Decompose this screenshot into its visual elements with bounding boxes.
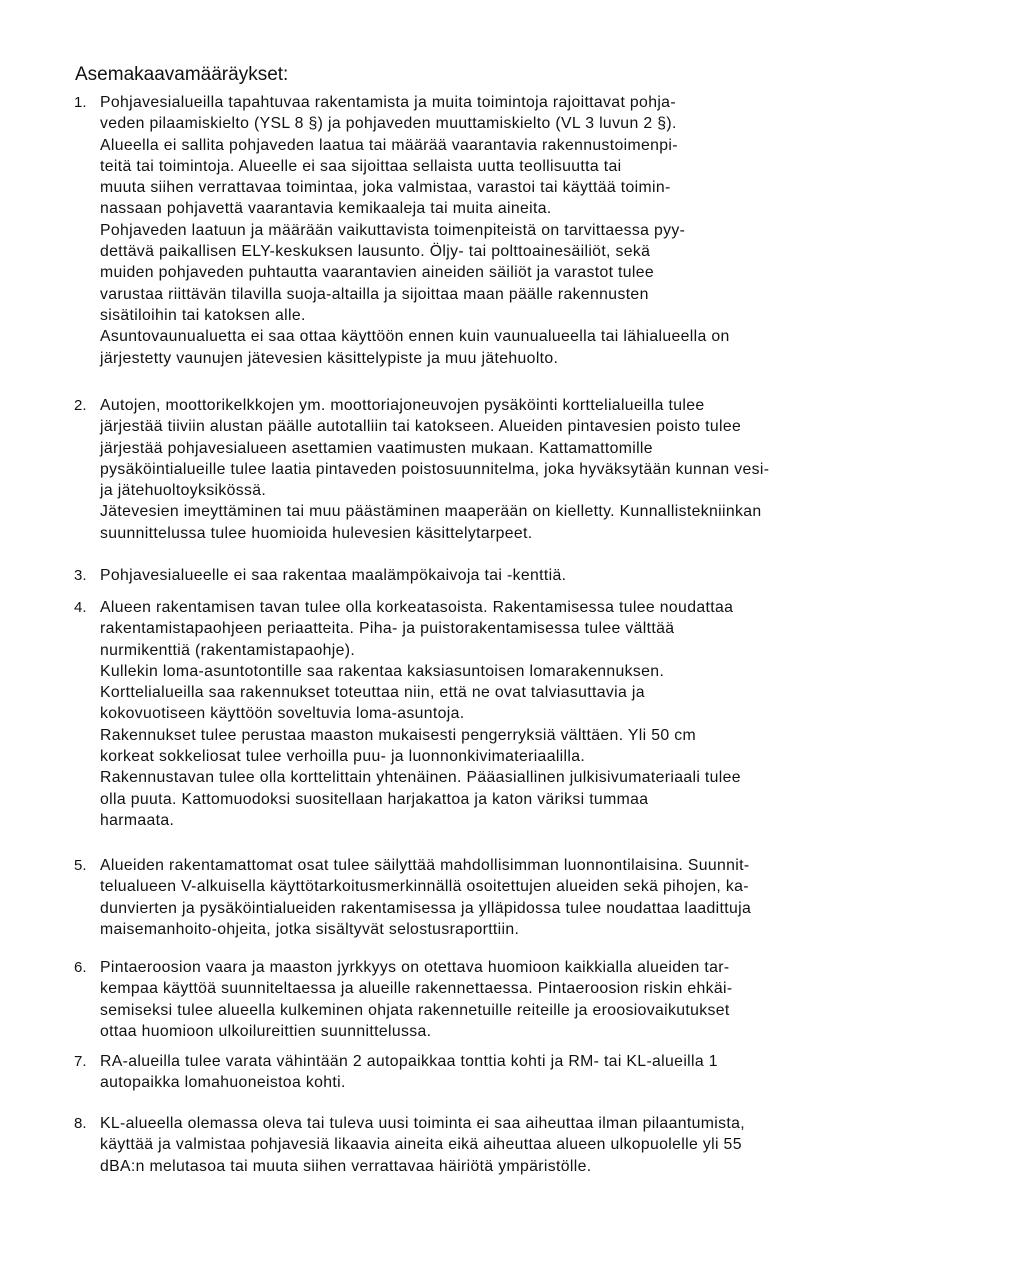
regulation-line: Asuntovaunualuetta ei saa ottaa käyttöön ennen kuin vaunualueella tai lähialueella on: [100, 328, 730, 346]
regulation-line: ja jätehuoltoyksikössä.: [100, 482, 267, 500]
regulation-text: [100, 395, 1000, 544]
regulation-line: dettävä paikallisen ELY-keskuksen lausunto. Öljy- tai polttoainesäiliöt, sekä: [100, 243, 651, 261]
regulation-line: nurmikenttiä (rakentamistapaohje).: [100, 641, 356, 659]
regulation-number: 6.: [74, 959, 87, 976]
regulation-text: [100, 1051, 1000, 1094]
regulation-line: maisemanhoito-ohjeita, jotka sisältyvät selostusraporttiin.: [100, 920, 520, 938]
regulation-line: Rakennukset tulee perustaa maaston mukaisesti pengerryksiä välttäen. Yli 50 cm: [100, 726, 696, 744]
regulation-text: [100, 855, 1000, 940]
regulation-line: rakentamistapaohjeen periaatteita. Piha- ja puistorakentamisessa tulee välttää: [100, 620, 675, 638]
regulation-number: 1.: [74, 94, 87, 111]
regulation-line: järjestetty vaunujen jätevesien käsittelypiste ja muu jätehuolto.: [100, 349, 559, 367]
regulation-text: [100, 597, 1000, 831]
regulation-line: Alueella ei sallita pohjaveden laatua tai määrää vaarantavia rakennustoimenpi-: [100, 136, 678, 154]
regulation-line: korkeat sokkeliosat tulee verhoilla puu- ja luonnonkivimateriaalilla.: [100, 748, 586, 766]
regulation-line: Alueen rakentamisen tavan tulee olla korkeatasoista. Rakentamisessa tulee noudattaa: [100, 599, 734, 616]
regulation-line: kokovuotiseen käyttöön soveltuvia loma-asuntoja.: [100, 705, 465, 723]
regulation-line: Kullekin loma-asuntotontille saa rakentaa kaksiasuntoisen lomarakennuksen.: [100, 662, 665, 680]
regulation-number: 7.: [74, 1053, 87, 1070]
regulation-line: veden pilaamiskielto (YSL 8 §) ja pohjaveden muuttamiskielto (VL 3 luvun 2 §).: [100, 115, 677, 133]
regulation-line: Autojen, moottorikelkkojen ym. moottoriajoneuvojen pysäköinti korttelialueilla tulee: [100, 397, 705, 414]
regulation-number: 5.: [74, 857, 87, 874]
regulation-line: muiden pohjaveden puhtautta vaarantavien aineiden säiliöt ja varastot tulee: [100, 264, 655, 282]
regulation-line: kempaa käyttöä suunniteltaessa ja alueille rakennettaessa. Pintaeroosion riskin ehkäi-: [100, 980, 733, 998]
regulation-number: 4.: [74, 599, 87, 616]
regulation-line: suunnittelussa tulee huomioida hulevesien käsittelytarpeet.: [100, 524, 533, 542]
regulation-line: dunvierten ja pysäköintialueiden rakentamisessa ja ylläpidossa tulee noudattaa laadittuja: [100, 899, 752, 917]
regulation-line: dBA:n melutasoa tai muuta siihen verrattavaa häiriötä ympäristölle.: [100, 1157, 592, 1175]
regulation-line: Rakennustavan tulee olla korttelittain yhtenäinen. Pääasiallinen julkisivumateriaali tulee: [100, 769, 741, 787]
regulation-line: telualueen V-alkuisella käyttötarkoitusmerkinnällä osoitettujen alueiden sekä pihojen, ka-: [100, 878, 749, 896]
regulation-text: [100, 565, 1000, 586]
regulation-number: 2.: [74, 397, 87, 414]
regulation-line: autopaikka lomahuoneistoa kohti.: [100, 1074, 346, 1092]
regulation-line: semiseksi tulee alueella kulkeminen ohjata rakennetuille reiteille ja eroosiovaikutukset: [100, 1001, 730, 1019]
regulation-line: Alueiden rakentamattomat osat tulee säilyttää mahdollisimman luonnontilaisina. Suunnit-: [100, 857, 750, 874]
regulation-line: Pohjavesialueilla tapahtuvaa rakentamista ja muita toimintoja rajoittavat pohja-: [100, 94, 676, 111]
regulation-text: [100, 1113, 1000, 1177]
regulation-line: muuta siihen verrattavaa toimintaa, joka valmistaa, varastoi tai käyttää toimin-: [100, 179, 671, 197]
regulation-line: ottaa huomioon ulkoilureittien suunnittelussa.: [100, 1022, 432, 1040]
regulation-line: nassaan pohjavettä vaarantavia kemikaaleja tai muita aineita.: [100, 200, 552, 218]
regulation-line: pysäköintialueille tulee laatia pintaveden poistosuunnitelma, joka hyväksytään kunnan vesi-: [100, 460, 770, 478]
regulation-line: varustaa riittävän tilavilla suoja-altailla ja sijoittaa maan päälle rakennusten: [100, 285, 649, 303]
regulation-text: [100, 957, 1000, 1042]
regulation-line: RA-alueilla tulee varata vähintään 2 autopaikkaa tonttia kohti ja RM- tai KL-alueilla 1: [100, 1053, 718, 1070]
regulation-line: käyttää ja valmistaa pohjavesiä likaavia aineita eikä aiheuttaa alueen ulkopuolelle yli 55: [100, 1136, 742, 1154]
regulation-line: Jätevesien imeyttäminen tai muu päästäminen maaperään on kielletty. Kunnallistekniinkan: [100, 503, 762, 521]
regulation-number: 3.: [74, 567, 87, 584]
regulation-line: teitä tai toimintoja. Alueelle ei saa sijoittaa sellaista uutta teollisuutta tai: [100, 157, 622, 175]
page-title: Asemakaavamääräykset:: [75, 64, 289, 85]
regulation-number: 8.: [74, 1115, 87, 1132]
regulation-line: sisätiloihin tai katoksen alle.: [100, 306, 306, 324]
regulation-line: Pohjaveden laatuun ja määrään vaikuttavista toimenpiteistä on tarvittaessa pyy-: [100, 221, 686, 239]
regulation-line: järjestää tiiviin alustan päälle autotalliin tai katokseen. Alueiden pintavesien poisto tulee: [100, 418, 742, 436]
regulation-text: [100, 92, 1000, 369]
regulation-line: harmaata.: [100, 811, 175, 829]
regulation-line: järjestää pohjavesialueen asettamien vaatimusten mukaan. Kattamattomille: [100, 439, 653, 457]
regulation-line: Pintaeroosion vaara ja maaston jyrkkyys on otettava huomioon kaikkialla alueiden tar-: [100, 959, 730, 976]
regulation-line: Pohjavesialueelle ei saa rakentaa maalämpökaivoja tai -kenttiä.: [100, 567, 567, 584]
regulation-line: KL-alueella olemassa oleva tai tuleva uusi toiminta ei saa aiheuttaa ilman pilaantumista,: [100, 1115, 745, 1132]
regulation-line: Korttelialueilla saa rakennukset toteuttaa niin, että ne ovat talviasuttavia ja: [100, 684, 645, 702]
regulation-line: olla puuta. Kattomuodoksi suositellaan harjakattoa ja katon väriksi tummaa: [100, 790, 649, 808]
